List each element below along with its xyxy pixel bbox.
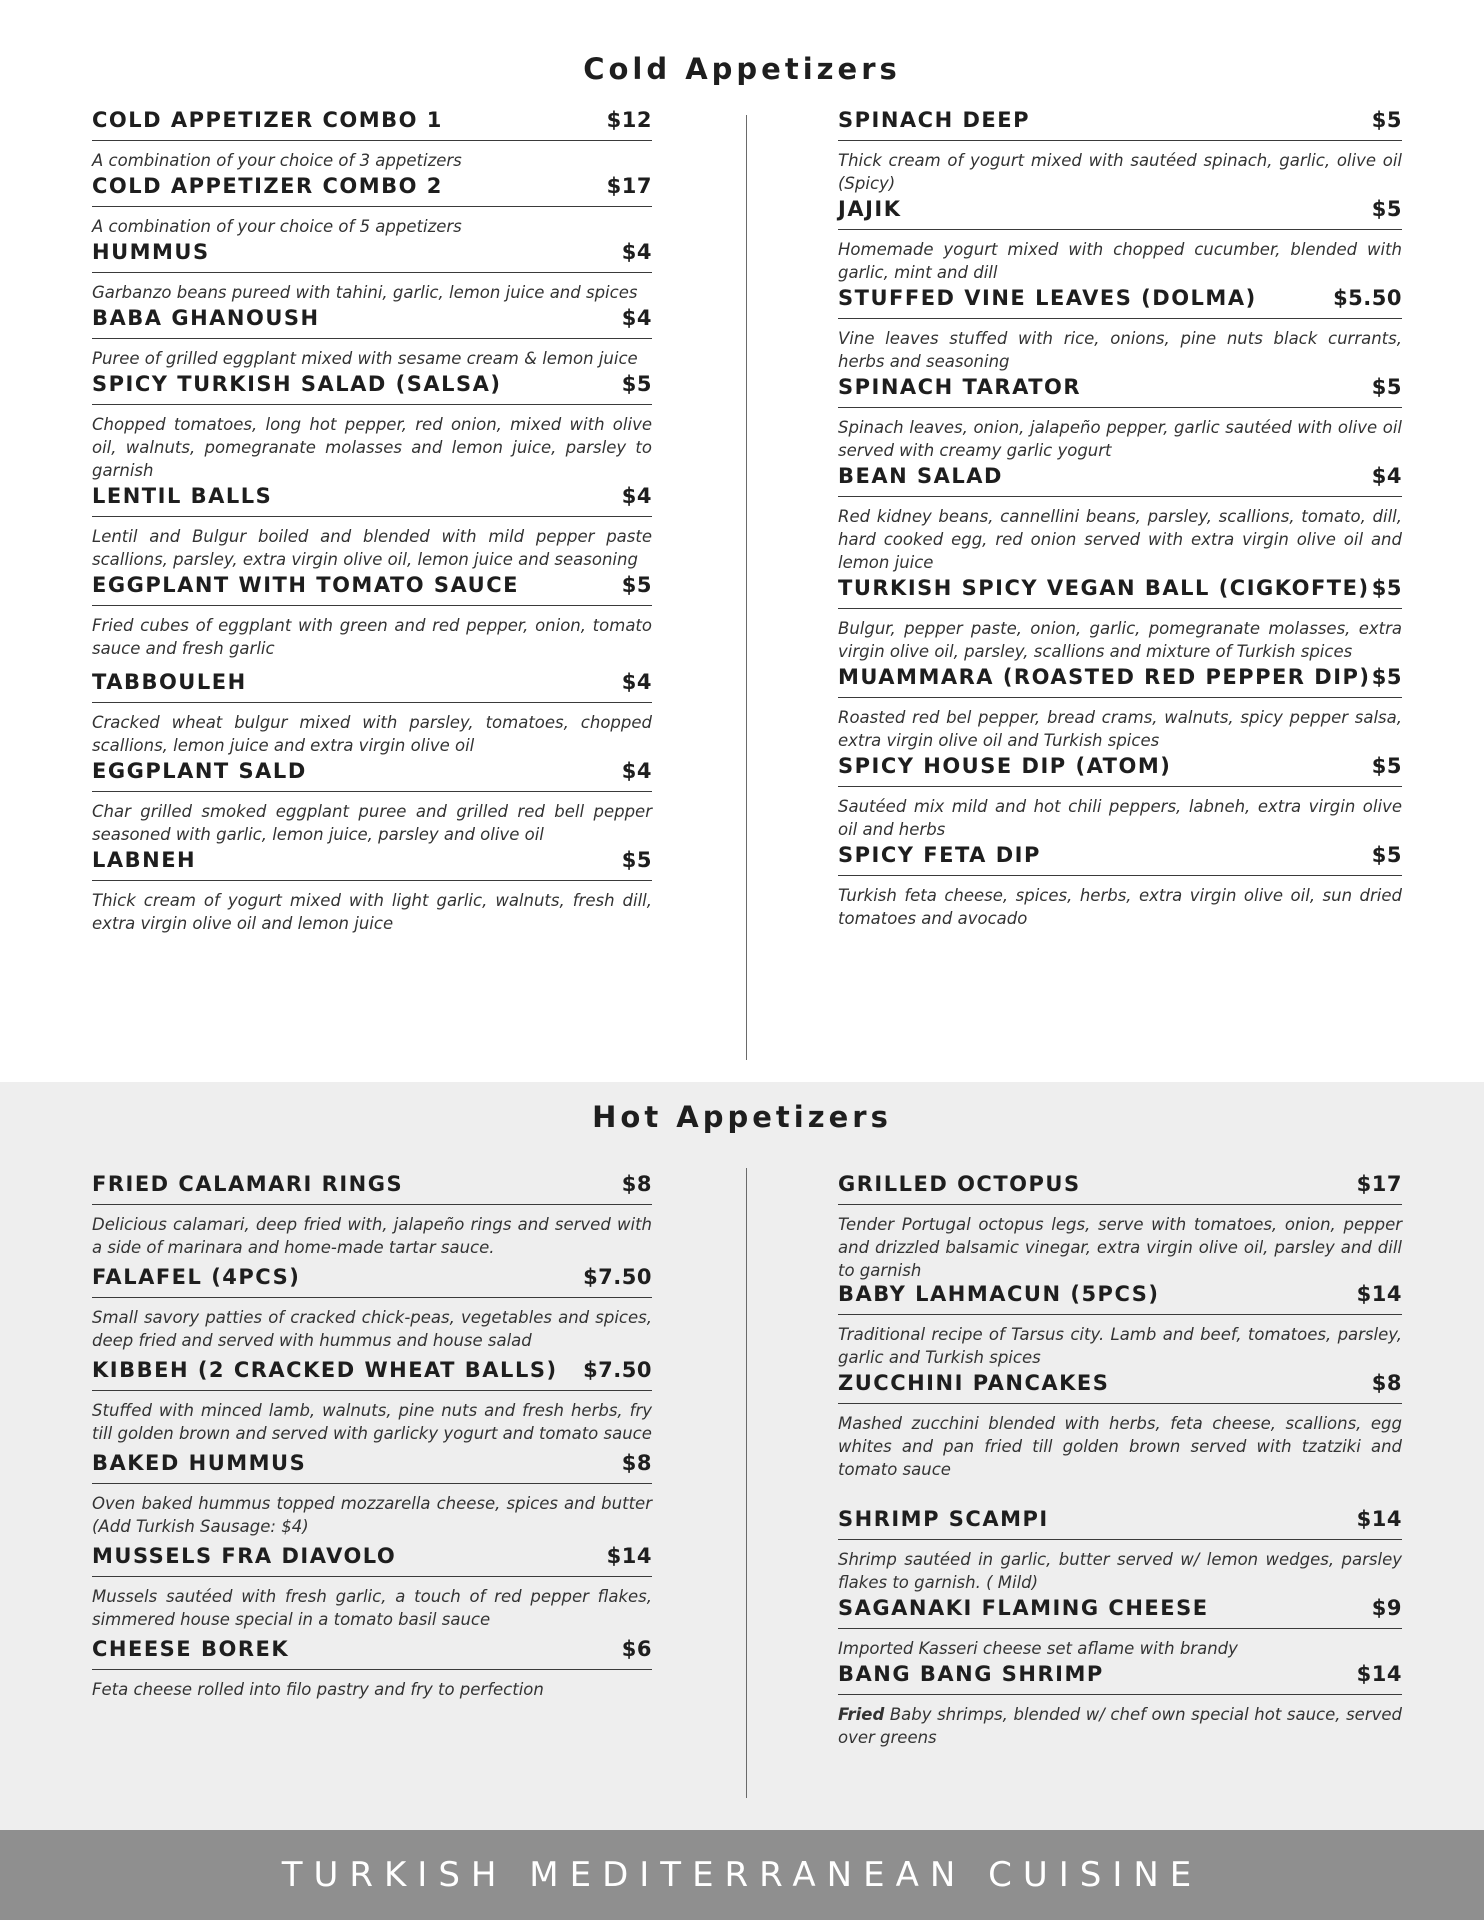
menu-item-price: $5 [1371,576,1402,600]
menu-item-description-text: Puree of grilled eggplant mixed with sesame cream & lemon juice [92,349,638,368]
menu-item [838,665,1402,752]
menu-item-name: LENTIL BALLS [92,484,273,508]
menu-item-description [838,1323,1402,1369]
column-divider [746,1168,747,1798]
menu-item-price: $14 [1356,1282,1402,1306]
menu-item-header [92,108,652,141]
menu-item-description [92,1585,652,1631]
menu-item-description-text: Imported Kasseri cheese set aflame with brandy [838,1639,1238,1658]
menu-item-description [92,149,652,172]
menu-item-price: $5 [1371,665,1402,689]
menu-item-price: $5 [1371,843,1402,867]
menu-item [92,1265,652,1352]
menu-item [92,670,652,757]
menu-item-name: GRILLED OCTOPUS [838,1172,1081,1196]
menu-item-name: SPINACH TARATOR [838,375,1082,399]
menu-item-name: SPINACH DEEP [838,108,1030,132]
menu-item-name: SPICY HOUSE DIP (ATOM) [838,754,1172,778]
menu-item-description-text: A combination of your choice of 5 appetizers [92,217,462,236]
menu-item-header [838,375,1402,408]
menu-item [92,573,652,660]
menu-item-header [838,576,1402,609]
cuisine-banner [0,1830,1484,1920]
menu-item-price: $9 [1371,1596,1402,1620]
menu-item-name: JAJIK [838,197,902,221]
menu-item-header [838,1172,1402,1205]
menu-item [92,1451,652,1538]
menu-item-header [92,759,652,792]
menu-item-price: $4 [1371,464,1402,488]
menu-item-header [92,484,652,517]
menu-item-description-text: Red kidney beans, cannellini beans, parsley, scallions, tomato, dill, hard cooked egg, red onion served with extra virgin olive oil and lemon juice [838,507,1402,572]
menu-item-price: $5 [621,372,652,396]
menu-item-price: $5 [621,848,652,872]
menu-item-description-text: Chopped tomatoes, long hot pepper, red onion, mixed with olive oil, walnuts, pomegranate molasses and lemon juice, parsley to garnish [92,415,652,480]
menu-item-description [838,706,1402,752]
menu-item-header [92,848,652,881]
menu-item-description [92,1492,652,1538]
menu-item-description [92,800,652,846]
menu-item-name: SPICY FETA DIP [838,843,1041,867]
menu-item-price: $5 [1371,375,1402,399]
menu-item-description [92,281,652,304]
menu-item [838,1596,1402,1660]
menu-item-name: BABY LAHMACUN (5PCS) [838,1282,1160,1306]
menu-item-price: $5 [621,573,652,597]
cold-appetizers-title: Cold Appetizers [583,52,901,86]
menu-item-header [92,1544,652,1577]
menu-item-header [838,1662,1402,1695]
menu-item-name: ZUCCHINI PANCAKES [838,1371,1110,1395]
menu-item-description-text: Small savory patties of cracked chick-peas, vegetables and spices, deep fried and served with hummus and house salad [92,1308,652,1350]
menu-item-header [838,754,1402,787]
menu-item [838,1282,1402,1369]
menu-item [838,843,1402,930]
menu-item-description-text: Delicious calamari, deep fried with, jalapeño rings and served with a side of marinara and home-made tartar sauce. [92,1215,652,1257]
menu-item-description-text: Mashed zucchini blended with herbs, feta cheese, scallions, egg whites and pan fried till golden brown served with tzatziki and tomato sauce [838,1414,1402,1479]
menu-item [92,372,652,482]
menu-item-header [838,1507,1402,1540]
menu-item-name: KIBBEH (2 CRACKED WHEAT BALLS) [92,1358,558,1382]
menu-item-name: LABNEH [92,848,197,872]
menu-item-price: $5.50 [1333,286,1402,310]
menu-item-price: $4 [621,240,652,264]
menu-item-name: MUAMMARA (ROASTED RED PEPPER DIP) [838,665,1371,689]
menu-item [92,1172,652,1259]
hot-right-column [838,1172,1402,1749]
menu-item-header [838,108,1402,141]
menu-item-name: SAGANAKI FLAMING CHEESE [838,1596,1209,1620]
hot-left-column [92,1172,652,1701]
menu-item-description-text: Bulgur, pepper paste, onion, garlic, pomegranate molasses, extra virgin olive oil, parsley, scallions and mixture of Turkish spices [838,619,1402,661]
menu-item-description [92,525,652,571]
cold-right-column [838,108,1402,930]
menu-item-name: EGGPLANT WITH TOMATO SAUCE [92,573,519,597]
menu-item-name: BEAN SALAD [838,464,1003,488]
menu-item-header [838,665,1402,698]
menu-item-description-text: Baby shrimps, blended w/ chef own special hot sauce, served over greens [838,1705,1402,1747]
menu-item-price: $14 [606,1544,652,1568]
menu-item-header [838,286,1402,319]
menu-item [92,848,652,935]
menu-item-price: $8 [621,1172,652,1196]
menu-item-header [92,174,652,207]
menu-item-description [838,1548,1402,1594]
menu-item-name: BANG BANG SHRIMP [838,1662,1104,1686]
menu-item-header [838,1596,1402,1629]
menu-item [92,1358,652,1445]
menu-item [838,286,1402,373]
menu-item [838,1371,1402,1481]
menu-item-price: $4 [621,759,652,783]
menu-item-description-text: A combination of your choice of 3 appetizers [92,151,462,170]
menu-item-name: BAKED HUMMUS [92,1451,307,1475]
menu-item-price: $7.50 [583,1265,652,1289]
menu-item-name: COLD APPETIZER COMBO 1 [92,108,443,132]
menu-item [838,1507,1402,1594]
menu-item-header [838,843,1402,876]
menu-item-name: EGGPLANT SALD [92,759,307,783]
menu-item-header [92,372,652,405]
menu-item-header [92,306,652,339]
menu-item-description-text: Sautéed mix mild and hot chili peppers, labneh, extra virgin olive oil and herbs [838,797,1402,839]
menu-item-name: TURKISH SPICY VEGAN BALL (CIGKOFTE) [838,576,1370,600]
menu-item-description-text: Turkish feta cheese, spices, herbs, extra virgin olive oil, sun dried tomatoes and avocado [838,886,1402,928]
hot-appetizers-section [0,1082,1484,1830]
menu-item-header [838,1282,1402,1315]
menu-item-name: TABBOULEH [92,670,247,694]
menu-item-description-text: Mussels sautéed with fresh garlic, a touch of red pepper flakes, simmered house special in a tomato basil sauce [92,1587,652,1629]
menu-item-description-text: Homemade yogurt mixed with chopped cucumber, blended with garlic, mint and dill [838,240,1402,282]
menu-item [92,1637,652,1701]
menu-item-description-text: Stuffed with minced lamb, walnuts, pine nuts and fresh herbs, fry till golden brown and served with garlicky yogurt and tomato sauce [92,1401,652,1443]
menu-item-description-text: Feta cheese rolled into filo pastry and fry to perfection [92,1680,544,1699]
menu-item-description [838,1703,1402,1749]
menu-item-description-emphasis: Fried [838,1705,885,1724]
menu-item-description [838,327,1402,373]
menu-item-description [838,1637,1402,1660]
menu-item-name: STUFFED VINE LEAVES (DOLMA) [838,286,1257,310]
menu-item-header [838,1371,1402,1404]
menu-item-header [92,1265,652,1298]
menu-item-price: $5 [1371,108,1402,132]
menu-item-name: HUMMUS [92,240,210,264]
menu-item-header [92,1358,652,1391]
menu-item-description [92,1306,652,1352]
menu-item-description-text: Shrimp sautéed in garlic, butter served w/ lemon wedges, parsley flakes to garnish. ( Mild) [838,1550,1402,1592]
menu-item-header [92,240,652,273]
menu-item-price: $17 [1356,1172,1402,1196]
menu-item-price: $12 [606,108,652,132]
menu-item [92,306,652,370]
menu-item-description [92,413,652,482]
menu-item-price: $7.50 [583,1358,652,1382]
menu-item-description [92,215,652,238]
menu-item-description-text: Garbanzo beans pureed with tahini, garlic, lemon juice and spices [92,283,638,302]
menu-item-description [838,149,1402,195]
menu-item-description-text: Oven baked hummus topped mozzarella cheese, spices and butter (Add Turkish Sausage: $4) [92,1494,652,1536]
menu-item [838,375,1402,462]
menu-item-description-text: Thick cream of yogurt mixed with sautéed spinach, garlic, olive oil (Spicy) [838,151,1402,193]
menu-item-description-text: Fried cubes of eggplant with green and red pepper, onion, tomato sauce and fresh garlic [92,616,652,658]
menu-item-description-text: Traditional recipe of Tarsus city. Lamb and beef, tomatoes, parsley, garlic and Turkish spices [838,1325,1402,1367]
menu-item-price: $5 [1371,754,1402,778]
menu-item-header [92,1172,652,1205]
menu-item-description-text: Thick cream of yogurt mixed with light garlic, walnuts, fresh dill, extra virgin olive oil and lemon juice [92,891,652,933]
menu-item-name: SPICY TURKISH SALAD (SALSA) [92,372,502,396]
menu-item-price: $6 [621,1637,652,1661]
menu-item-name: CHEESE BOREK [92,1637,290,1661]
menu-item-description-text: Vine leaves stuffed with rice, onions, pine nuts black currants, herbs and seasoning [838,329,1402,371]
column-divider [746,115,747,1060]
menu-item-description-text: Cracked wheat bulgur mixed with parsley, tomatoes, chopped scallions, lemon juice and extra virgin olive oil [92,713,652,755]
menu-item-description-text: Char grilled smoked eggplant puree and grilled red bell pepper seasoned with garlic, lemon juice, parsley and olive oil [92,802,652,844]
menu-item-name: COLD APPETIZER COMBO 2 [92,174,443,198]
menu-item-description-text: Lentil and Bulgur boiled and blended with mild pepper paste scallions, parsley, extra virgin olive oil, lemon juice and seasoning [92,527,652,569]
cuisine-banner-text: TURKISH MEDITERRANEAN CUISINE [281,1855,1203,1895]
menu-item [838,576,1402,663]
menu-item-description [92,1213,652,1259]
menu-item [838,754,1402,841]
menu-item-name: BABA GHANOUSH [92,306,320,330]
menu-item [92,759,652,846]
menu-item-name: MUSSELS FRA DIAVOLO [92,1544,397,1568]
menu-item [838,197,1402,284]
menu-item-description [838,505,1402,574]
menu-item-price: $5 [1371,197,1402,221]
menu-item-price: $4 [621,670,652,694]
menu-item-price: $14 [1356,1507,1402,1531]
menu-item [92,174,652,238]
menu-item [838,1172,1402,1282]
menu-item-price: $4 [621,306,652,330]
menu-item-price: $8 [1371,1371,1402,1395]
menu-item-header [92,1451,652,1484]
menu-item-price: $17 [606,174,652,198]
menu-item-description [92,711,652,757]
menu-item [838,108,1402,195]
menu-item-description-text: Spinach leaves, onion, jalapeño pepper, garlic sautéed with olive oil served with creamy garlic yogurt [838,418,1402,460]
menu-item-description [838,884,1402,930]
menu-item-price: $8 [621,1451,652,1475]
menu-item-header [92,670,652,703]
menu-item-description [838,1412,1402,1481]
menu-item-description [92,1678,652,1701]
hot-appetizers-title: Hot Appetizers [592,1100,892,1134]
menu-item-description-text: Tender Portugal octopus legs, serve with tomatoes, onion, pepper and drizzled balsamic vinegar, extra virgin olive oil, parsley and dill to garnish [838,1215,1402,1280]
menu-item-description [92,1399,652,1445]
menu-item-header [838,197,1402,230]
menu-item-name: FRIED CALAMARI RINGS [92,1172,404,1196]
menu-item-header [838,464,1402,497]
menu-item [92,484,652,571]
menu-item-description [838,1213,1402,1282]
menu-item-description [92,347,652,370]
menu-item-description [838,416,1402,462]
menu-item [838,1662,1402,1749]
menu-item-description [838,617,1402,663]
menu-item-description [838,795,1402,841]
menu-item [838,464,1402,574]
menu-item-price: $4 [621,484,652,508]
menu-item-name: FALAFEL (4PCS) [92,1265,301,1289]
menu-item-description [838,238,1402,284]
menu-item-description [92,889,652,935]
menu-item-description-text: Roasted red bel pepper, bread crams, walnuts, spicy pepper salsa, extra virgin olive oil and Turkish spices [838,708,1402,750]
menu-item [92,108,652,172]
menu-item-price: $14 [1356,1662,1402,1686]
cold-left-column [92,108,652,935]
menu-item-header [92,573,652,606]
menu-item [92,1544,652,1631]
menu-item-description [92,614,652,660]
menu-item [92,240,652,304]
menu-item-name: SHRIMP SCAMPI [838,1507,1049,1531]
menu-item-header [92,1637,652,1670]
